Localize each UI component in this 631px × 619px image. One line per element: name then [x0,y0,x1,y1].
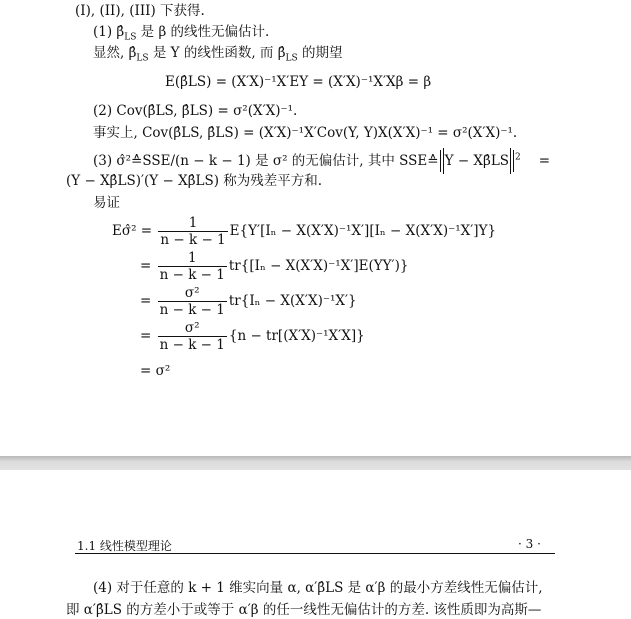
fraction-numerator: σ² [158,285,227,302]
fraction-numerator: 1 [158,215,227,232]
text-seg: 是 Y 的线性函数, 而 β̂ [148,45,286,61]
property-4: (4) 对于任意的 k + 1 维实向量 α, α′β̂LS 是 α′β 的最小方差线性无偏估计, [93,580,543,596]
derivation-rhs: tr{[Iₙ − X(X′X)⁻¹X′]E(YY′)} [228,258,409,274]
text-seg: 显然, β̂ [93,45,137,61]
derivation-rhs: E{Y′[Iₙ − X(X′X)⁻¹X′][Iₙ − X(X′X)⁻¹X′]Y} [229,223,497,239]
property-3-head: (3) σ̂²≙SSE/(n − k − 1) 是 σ² 的无偏估计, 其中 SSE≙ [93,153,439,169]
derivation-lhs: = [140,293,152,309]
derivation-line-3 [140,284,357,318]
text-line: 事实上, Cov(β̂LS, β̂LS) = (X′X)⁻¹X′Cov(Y, Y)X(X′X)⁻¹ = σ²(X′X)⁻¹. [93,125,518,141]
fraction-denominator: n − k − 1 [159,302,225,318]
derivation-rhs: {n − tr[(X′X)⁻¹X′X]} [228,328,365,344]
derivation-line-5: = σ² [140,363,171,379]
fraction [158,285,227,318]
text-line [93,44,342,62]
property-1-tail: 是 β 的线性无偏估计. [136,24,270,40]
page-number: · 3 · [518,537,541,551]
derivation-line-2 [140,249,408,283]
derivation-rhs: tr{Iₙ − X(X′X)⁻¹X′} [228,293,357,309]
subscript: LS [136,53,149,64]
property-2: (2) Cov(β̂LS, β̂LS) = σ²(X′X)⁻¹. [93,103,298,119]
fraction-numerator: 1 [158,250,227,267]
subscript: LS [124,32,137,43]
derivation-line-1 [112,214,496,248]
superscript: 2 [515,152,521,163]
text-seg: 的期望 [297,45,343,61]
property-3 [93,150,550,172]
equation-expectation: E(β̂LS) = (X′X)⁻¹X′EY = (X′X)⁻¹X′Xβ = β [165,74,432,90]
text-line: (I), (II), (III) 下获得. [75,3,205,19]
fraction-denominator: n − k − 1 [159,267,225,283]
property-1-head: (1) β̂ [93,24,125,40]
subscript: LS [285,53,298,64]
fraction-denominator: n − k − 1 [160,232,226,248]
running-header-title: 1.1 线性模型理论 [77,539,172,553]
fraction [158,215,227,248]
fraction-numerator: σ² [158,320,227,337]
fraction [158,250,227,283]
derivation-lhs: = [140,258,152,274]
derivation-lhs: = [140,328,152,344]
text-line: (Y − Xβ̂LS)′(Y − Xβ̂LS) 称为残差平方和. [66,173,323,189]
fraction-denominator: n − k − 1 [159,337,225,353]
derivation-line-4 [140,319,365,353]
page-gap [0,456,631,470]
fraction [158,320,227,353]
equals-sign: = [538,153,551,169]
text-line: 易证 [93,195,120,211]
norm-expression: Y − Xβ̂LS [440,150,514,172]
document-page-2 [0,470,631,618]
derivation-lhs: Eσ̂² = [112,223,153,239]
text-line: 即 α′β̂LS 的方差小于或等于 α′β 的任一线性无偏估计的方差. 该性质即为高斯— [66,602,542,618]
header-rule [75,553,555,554]
property-1 [93,23,269,41]
